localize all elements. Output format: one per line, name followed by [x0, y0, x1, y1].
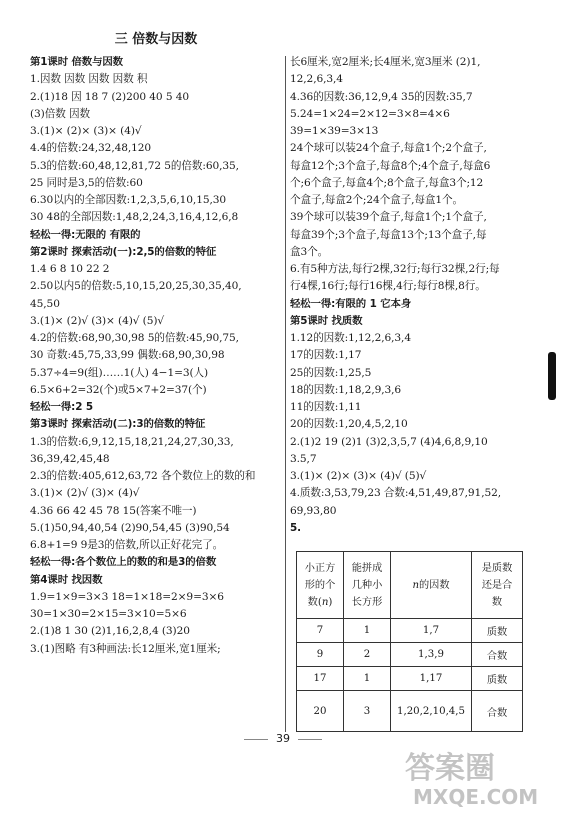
answer-line: 30 奇数:45,75,33,99 偶数:68,90,30,98	[30, 349, 225, 362]
watermark-logo	[395, 740, 555, 810]
section-heading: 第1课时 倍数与因数	[30, 56, 123, 68]
answer-line: 11的因数:1,11	[290, 401, 362, 413]
answer-line: 6.8+1=9 9是3的倍数,所以正好花完了。	[30, 539, 224, 551]
answer-line: 2.3的倍数:405,612,63,72 各个数位上的数的和	[30, 470, 256, 482]
table-header-factors: n的因数	[391, 552, 472, 619]
answer-line: 3.(1)× (2)× (3)× (4)√ (5)√	[290, 470, 427, 482]
table-row	[297, 667, 523, 691]
table-cell: 1	[344, 667, 391, 691]
answer-line: 12,2,6,3,4	[290, 73, 343, 86]
answer-line: 25 同时是3,5的倍数:60	[30, 176, 143, 189]
answer-line: 4.2的倍数:68,90,30,98 5的倍数:45,90,75,	[30, 332, 239, 344]
svg-text:MXQE.COM: MXQE.COM	[413, 785, 539, 809]
answer-line: 6.有5种方法,每行2棵,32行;每行32棵,2行;每	[290, 263, 500, 275]
section-heading: 第4课时 找因数	[30, 573, 103, 586]
answer-line: 5.(1)50,94,40,54 (2)90,54,45 (3)90,54	[30, 521, 230, 534]
table-cell: 1,17	[391, 667, 472, 691]
answer-line: 行4棵,16行;每行16棵,4行;每行8棵,8行。	[290, 280, 486, 293]
answer-line: 3.(1)图略 有3种画法:长12厘米,宽1厘米;	[30, 642, 221, 655]
answer-line: 25的因数:1,25,5	[290, 366, 372, 379]
answer-line: 17的因数:1,17	[290, 349, 362, 362]
answer-line: 3.5,7	[290, 452, 317, 465]
answer-line: 18的因数:1,18,2,9,3,6	[290, 383, 402, 396]
table-cell: 1,3,9	[391, 643, 472, 667]
scan-mark	[548, 352, 556, 400]
section-heading: 轻松一得:无限的 有限的	[30, 228, 141, 241]
answer-line: 1.3的倍数:6,9,12,15,18,21,24,27,30,33,	[30, 435, 234, 448]
table-cell: 合数	[472, 691, 523, 732]
table-cell: 1	[344, 619, 391, 643]
answer-line: 30=1×30=2×15=3×10=5×6	[30, 608, 187, 620]
table-row	[297, 619, 523, 643]
page-title: 三 倍数与因数	[114, 32, 198, 47]
answer-line: 个盒子,每盒2个;24个盒子,每盒1个。	[290, 194, 463, 206]
table-cell: 17	[297, 667, 344, 691]
answer-table	[296, 551, 523, 732]
page-number-text: 39	[276, 732, 290, 745]
answer-line: 5.37÷4=9(组)……1(人) 4−1=3(人)	[30, 366, 209, 379]
answer-line: 6.30以内的全部因数:1,2,3,5,6,10,15,30	[30, 194, 227, 206]
left-column	[30, 54, 282, 658]
table-header-kind: 是质数 还是合 数	[472, 552, 523, 619]
answer-line: 4.质数:3,53,79,23 合数:4,51,49,87,91,52,	[290, 487, 502, 500]
answer-line: (3)倍数 因数	[30, 107, 90, 120]
table-row	[297, 643, 523, 667]
table-cell: 质数	[472, 667, 523, 691]
section-heading: 第5课时 找质数	[290, 314, 363, 327]
column-divider	[285, 56, 286, 732]
answer-line: 6.5×6+2=32(个)或5×7+2=37(个)	[30, 383, 207, 396]
answer-line: 1.因数 因数 因数 因数 积	[30, 73, 148, 86]
answer-line: 5.24=1×24=2×12=3×8=4×6	[290, 107, 450, 120]
answer-line: 2.50以内5的倍数:5,10,15,20,25,30,35,40,	[30, 280, 242, 293]
table-cell: 2	[344, 643, 391, 667]
right-column	[290, 54, 542, 537]
table-header-rect: 能拼成 几种小 长方形	[344, 552, 391, 619]
answer-line: 4.4的倍数:24,32,48,120	[30, 142, 152, 155]
answer-line: 每盒39个;3个盒子,每盒13个;13个盒子,每	[290, 228, 487, 241]
section-heading: 第2课时 探索活动(一):2,5的倍数的特征	[30, 245, 217, 258]
svg-text:答案圈: 答案圈	[405, 751, 495, 786]
answer-line: 盒3个。	[290, 245, 329, 258]
table-header-count: 小正方 形的个 数(n)	[297, 552, 344, 619]
answer-line: 3.(1)× (2)√ (3)× (4)√	[30, 487, 140, 500]
table-cell: 1,7	[391, 619, 472, 643]
section-heading: 第3课时 探索活动(二):3的倍数的特征	[30, 418, 206, 431]
section-heading: 轻松一得:各个数位上的数的和是3的倍数	[30, 556, 217, 569]
answer-line: 1.12的因数:1,12,2,6,3,4	[290, 332, 411, 344]
answer-line: 3.(1)× (2)× (3)× (4)√	[30, 125, 142, 137]
answer-line: 1.4 6 8 10 22 2	[30, 263, 110, 275]
answer-line: 39=1×39=3×13	[290, 125, 379, 137]
answer-line: 4.36 66 42 45 78 15(答案不唯一)	[30, 504, 197, 517]
table-cell: 7	[297, 619, 344, 643]
answer-line: 长6厘米,宽2厘米;长4厘米,宽3厘米 (2)1,	[290, 56, 481, 68]
answer-line: 36,39,42,45,48	[30, 452, 110, 465]
table-cell: 20	[297, 691, 344, 732]
answer-line: 5.3的倍数:60,48,12,81,72 5的倍数:60,35,	[30, 159, 239, 172]
section-heading: 5.	[290, 521, 301, 534]
section-heading: 轻松一得:有限的 1 它本身	[290, 297, 412, 310]
answer-line: 个;6个盒子,每盒4个;8个盒子,每盒3个;12	[290, 176, 484, 189]
table-row	[297, 691, 523, 732]
answer-line: 3.(1)× (2)√ (3)× (4)√ (5)√	[30, 314, 165, 327]
answer-line: 30 48的全部因数:1,48,2,24,3,16,4,12,6,8	[30, 211, 239, 224]
table-cell: 质数	[472, 619, 523, 643]
answer-line: 2.(1)2 19 (2)1 (3)2,3,5,7 (4)4,6,8,9,10	[290, 435, 488, 448]
table-cell: 1,20,2,10,4,5	[391, 691, 472, 732]
table-cell: 3	[344, 691, 391, 732]
answer-line: 20的因数:1,20,4,5,2,10	[290, 418, 408, 431]
answer-line: 69,93,80	[290, 504, 337, 517]
answer-line: 2.(1)18 因 18 7 (2)200 40 5 40	[30, 90, 190, 103]
answer-line: 39个球可以装39个盒子,每盒1个;1个盒子,	[290, 211, 487, 224]
answer-line: 1.9=1×9=3×3 18=1×18=2×9=3×6	[30, 590, 224, 603]
answer-line: 每盒12个;3个盒子,每盒8个;4个盒子,每盒6	[290, 159, 491, 172]
answer-line: 2.(1)8 1 30 (2)1,16,2,8,4 (3)20	[30, 625, 190, 638]
section-heading: 轻松一得:2 5	[30, 401, 93, 413]
table-cell: 9	[297, 643, 344, 667]
answer-line: 24个球可以装24个盒子,每盒1个;2个盒子,	[290, 142, 487, 155]
answer-line: 4.36的因数:36,12,9,4 35的因数:35,7	[290, 90, 473, 103]
answer-line: 45,50	[30, 297, 60, 310]
table-cell: 合数	[472, 643, 523, 667]
